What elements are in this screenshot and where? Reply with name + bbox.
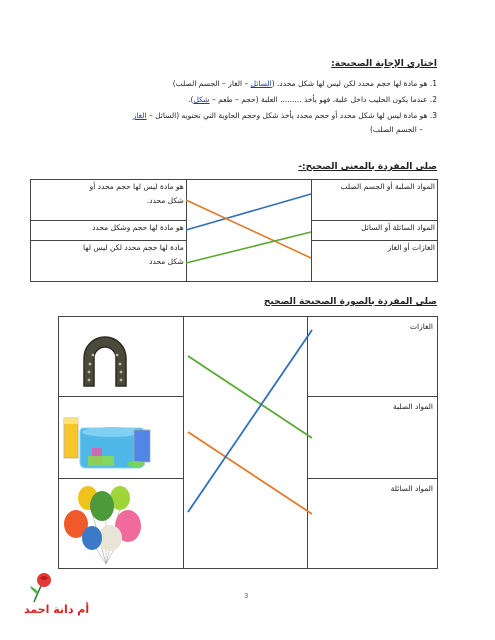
term-cell: المواد الصلبة أو الجسم الصلب — [312, 180, 438, 221]
term-cell: المواد السائلة أو السائل — [312, 221, 438, 241]
rose-icon — [24, 568, 60, 604]
connect-line-blue — [188, 330, 312, 512]
question-number: 3. — [429, 111, 437, 120]
term-cell: المواد السائلة — [308, 479, 438, 569]
term-cell: الغازات — [308, 317, 438, 397]
answer-underlined: الغاز — [132, 111, 147, 120]
definition-line: هو مادة ليس لها حجم محدد أو — [89, 182, 184, 191]
definition-line: شكل محدد. — [146, 196, 184, 205]
definition-line: شكل محدد — [149, 257, 184, 266]
page-number: 3 — [244, 592, 249, 600]
question-text: عندما يكون الحليب داخل علبة، فهو يأخذ ......... العلبة (حجم – طعم – — [209, 95, 428, 104]
question-number: 2. — [429, 95, 437, 104]
section1-title: اختاري الإجابة الصحيحة: — [331, 59, 437, 69]
question-text: هو مادة لها حجم محدد لكن ليس لها شكل محدد. ( — [271, 79, 428, 88]
question-text: هو مادة ليس لها شكل محدد أو حجم محدد يأخذ شكل وحجم الحاوية التي تحتويه (السائل – — [146, 111, 428, 120]
connect-line-green — [188, 356, 312, 438]
section2-title: صلي المفردة بالمعنى الصحيح:- — [298, 162, 437, 172]
question-number: 1. — [429, 79, 437, 88]
connect-line-orange — [188, 432, 312, 514]
definition-line: مادة لها حجم محدد لكن ليس لها — [82, 243, 184, 252]
term-cell: المواد الصلبة — [308, 397, 438, 479]
answer-underlined: شكل — [193, 95, 210, 104]
question-rest: ). — [188, 95, 194, 104]
question-rest: – الغاز – الجسم الصلب) — [172, 79, 251, 88]
question-3-continuation: – الجسم الصلب) — [369, 125, 423, 134]
term-cell: الغازات أو الغاز — [312, 241, 438, 282]
section3-title: صلي المفردة بالصورة الصحيحة الصحيح — [263, 297, 437, 307]
answer-underlined: السائل — [250, 79, 272, 88]
definition-line: هو مادة لها حجم وشكل محدد — [92, 223, 184, 232]
logo-text: أم دانة احمد — [24, 603, 90, 616]
